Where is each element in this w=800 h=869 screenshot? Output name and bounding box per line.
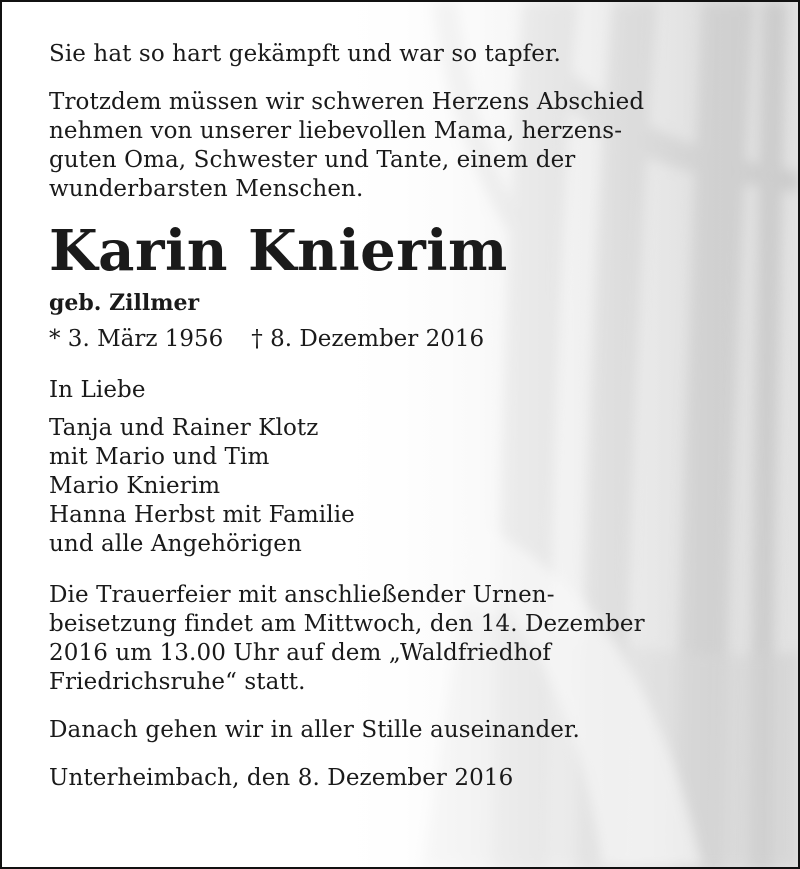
intro-line: Sie hat so hart gekämpft und war so tapfer. [49, 41, 561, 67]
mourner-line: und alle Angehörigen [49, 531, 302, 557]
mourner-line: Tanja und Rainer Klotz [49, 415, 319, 441]
ceremony-line: 2016 um 13.00 Uhr auf dem „Waldfriedhof [49, 640, 552, 666]
ceremony-line: Friedrichsruhe“ statt. [49, 669, 306, 695]
mourner-line: mit Mario und Tim [49, 444, 270, 470]
mourner-line: Mario Knierim [49, 473, 221, 499]
ceremony-line: Die Trauerfeier mit anschließender Urnen- [49, 582, 555, 608]
in-love-label: In Liebe [49, 377, 146, 403]
notice-text [49, 40, 778, 793]
mourner-line: Hanna Herbst mit Familie [49, 502, 355, 528]
message-line: nehmen von unserer liebevollen Mama, herzens- [49, 118, 623, 144]
message-line: Trotzdem müssen wir schweren Herzens Abschied [49, 89, 645, 115]
birth-date: * 3. März 1956 [49, 326, 224, 352]
message-paragraph [49, 88, 778, 204]
birth-name: geb. Zillmer [49, 290, 200, 316]
ceremony-line: beisetzung findet am Mittwoch, den 14. Dezember [49, 611, 645, 637]
life-dates [49, 324, 778, 354]
message-line: wunderbarsten Menschen. [49, 176, 364, 202]
message-line: guten Oma, Schwester und Tante, einem der [49, 147, 576, 173]
place-date-line: Unterheimbach, den 8. Dezember 2016 [49, 765, 514, 791]
deceased-name: Karin Knierim [49, 218, 508, 284]
ceremony-paragraph [49, 581, 778, 697]
mourners-list [49, 414, 778, 559]
closing-line: Danach gehen wir in aller Stille auseinander. [49, 717, 580, 743]
death-date: † 8. Dezember 2016 [251, 326, 485, 352]
